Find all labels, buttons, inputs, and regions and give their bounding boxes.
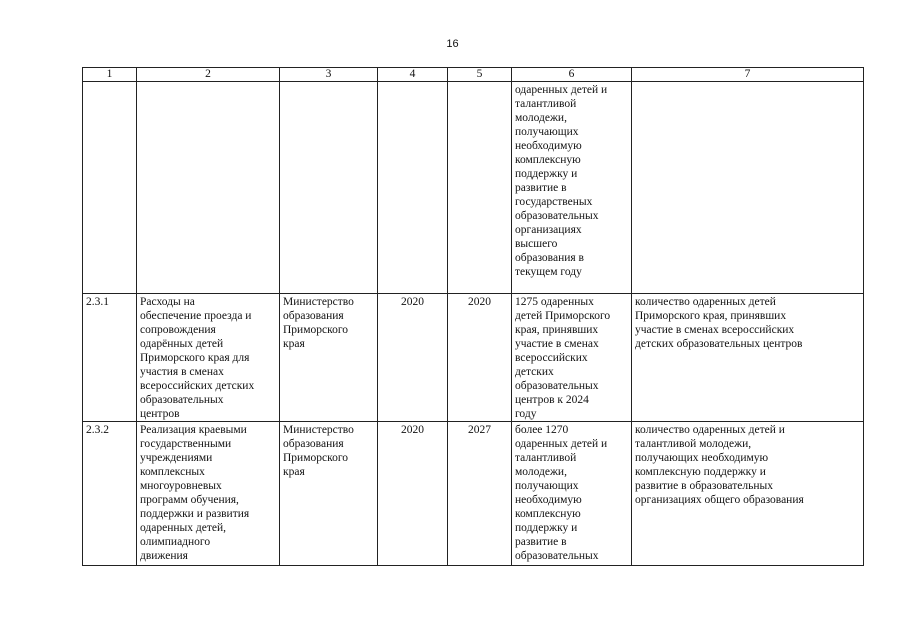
cell-number: 2.3.1 bbox=[83, 294, 137, 422]
column-header: 4 bbox=[378, 68, 448, 82]
cell-executor: Министерство образования Приморского края bbox=[280, 422, 378, 566]
cell-number bbox=[83, 82, 137, 294]
cell-indicator: количество одаренных детей и талантливой молодежи, получающих необходимую комплексную поддержку и развитие в образовательных организациях общего образования bbox=[632, 422, 864, 566]
cell-number: 2.3.2 bbox=[83, 422, 137, 566]
cell-indicator bbox=[632, 82, 864, 294]
cell-end-year bbox=[448, 82, 512, 294]
column-header: 3 bbox=[280, 68, 378, 82]
cell-expected-result: одаренных детей и талантливой молодежи, получающих необходимую комплексную поддержку и развитие в государственых образовательных организациях высшего образования в текущем году bbox=[512, 82, 632, 294]
table-row bbox=[83, 294, 864, 422]
cell-expected-result: 1275 одаренных детей Приморского края, принявших участие в сменах всероссийских детских образовательных центров к 2024 году bbox=[512, 294, 632, 422]
cell-activity-name bbox=[137, 82, 280, 294]
cell-expected-result: более 1270 одаренных детей и талантливой молодежи, получающих необходимую комплексную поддержку и развитие в образовательных bbox=[512, 422, 632, 566]
table-row bbox=[83, 82, 864, 294]
cell-start-year: 2020 bbox=[378, 422, 448, 566]
column-header: 6 bbox=[512, 68, 632, 82]
table-header-row bbox=[83, 68, 864, 82]
cell-activity-name: Расходы на обеспечение проезда и сопровождения одарённых детей Приморского края для участия в сменах всероссийских детских образовательных центров bbox=[137, 294, 280, 422]
column-header: 2 bbox=[137, 68, 280, 82]
column-header: 1 bbox=[83, 68, 137, 82]
column-header: 5 bbox=[448, 68, 512, 82]
cell-start-year bbox=[378, 82, 448, 294]
cell-end-year: 2027 bbox=[448, 422, 512, 566]
program-activities-table bbox=[82, 67, 864, 566]
cell-activity-name: Реализация краевыми государственными учреждениями комплексных многоуровневых программ обучения, поддержки и развития одаренных детей, олимпиадного движения bbox=[137, 422, 280, 566]
cell-end-year: 2020 bbox=[448, 294, 512, 422]
page-number: 16 bbox=[446, 38, 459, 50]
cell-indicator: количество одаренных детей Приморского края, принявших участие в сменах всероссийских детских образовательных центров bbox=[632, 294, 864, 422]
cell-start-year: 2020 bbox=[378, 294, 448, 422]
table-row bbox=[83, 422, 864, 566]
column-header: 7 bbox=[632, 68, 864, 82]
cell-executor: Министерство образования Приморского края bbox=[280, 294, 378, 422]
cell-executor bbox=[280, 82, 378, 294]
